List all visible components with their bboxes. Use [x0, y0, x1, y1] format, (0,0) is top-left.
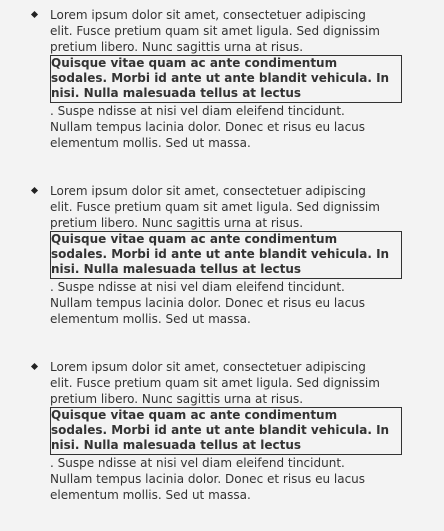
intro-line: Lorem ipsum dolor sit amet, consectetuer adipiscing [50, 8, 366, 22]
highlighted-callout-box [50, 231, 402, 279]
outro-paragraph [50, 455, 410, 503]
highlighted-callout-box [50, 407, 402, 455]
list-item [50, 183, 410, 327]
intro-line: pretium libero. Nunc sagittis urna at risus. [50, 392, 304, 406]
callout-line: Quisque vitae quam ac ante condimentum [51, 408, 338, 422]
intro-line: Lorem ipsum dolor sit amet, consectetuer adipiscing [50, 184, 366, 198]
outro-line: . Suspe ndisse at nisi vel diam eleifend tincidunt. [50, 456, 345, 470]
intro-line: elit. Fusce pretium quam sit amet ligula. Sed dignissim [50, 376, 380, 390]
callout-line: sodales. Morbi id ante ut ante blandit vehicula. In [51, 71, 390, 85]
callout-line: nisi. Nulla malesuada tellus at lectus [51, 86, 302, 100]
outro-line: . Suspe ndisse at nisi vel diam eleifend tincidunt. [50, 280, 345, 294]
diamond-bullet-icon [31, 11, 38, 18]
outro-line: Nullam tempus lacinia dolor. Donec et risus eu lacus [50, 120, 366, 134]
intro-line: pretium libero. Nunc sagittis urna at risus. [50, 216, 304, 230]
outro-line: elementum mollis. Sed ut massa. [50, 488, 251, 502]
intro-line: elit. Fusce pretium quam sit amet ligula. Sed dignissim [50, 200, 380, 214]
list-item [50, 7, 410, 151]
callout-line: sodales. Morbi id ante ut ante blandit vehicula. In [51, 247, 390, 261]
intro-paragraph [50, 7, 410, 55]
intro-line: pretium libero. Nunc sagittis urna at risus. [50, 40, 304, 54]
callout-line: Quisque vitae quam ac ante condimentum [51, 56, 338, 70]
intro-paragraph [50, 359, 410, 407]
diamond-bullet-icon [31, 363, 38, 370]
outro-line: Nullam tempus lacinia dolor. Donec et risus eu lacus [50, 472, 366, 486]
callout-line: nisi. Nulla malesuada tellus at lectus [51, 262, 302, 276]
diamond-bullet-icon [31, 187, 38, 194]
outro-paragraph [50, 103, 410, 151]
highlighted-callout-box [50, 55, 402, 103]
intro-paragraph [50, 183, 410, 231]
callout-line: nisi. Nulla malesuada tellus at lectus [51, 438, 302, 452]
outro-line: elementum mollis. Sed ut massa. [50, 136, 251, 150]
outro-line: Nullam tempus lacinia dolor. Donec et risus eu lacus [50, 296, 366, 310]
outro-line: elementum mollis. Sed ut massa. [50, 312, 251, 326]
list-item [50, 359, 410, 503]
outro-line: . Suspe ndisse at nisi vel diam eleifend tincidunt. [50, 104, 345, 118]
callout-line: Quisque vitae quam ac ante condimentum [51, 232, 338, 246]
intro-line: Lorem ipsum dolor sit amet, consectetuer adipiscing [50, 360, 366, 374]
outro-paragraph [50, 279, 410, 327]
callout-line: sodales. Morbi id ante ut ante blandit vehicula. In [51, 423, 390, 437]
intro-line: elit. Fusce pretium quam sit amet ligula. Sed dignissim [50, 24, 380, 38]
